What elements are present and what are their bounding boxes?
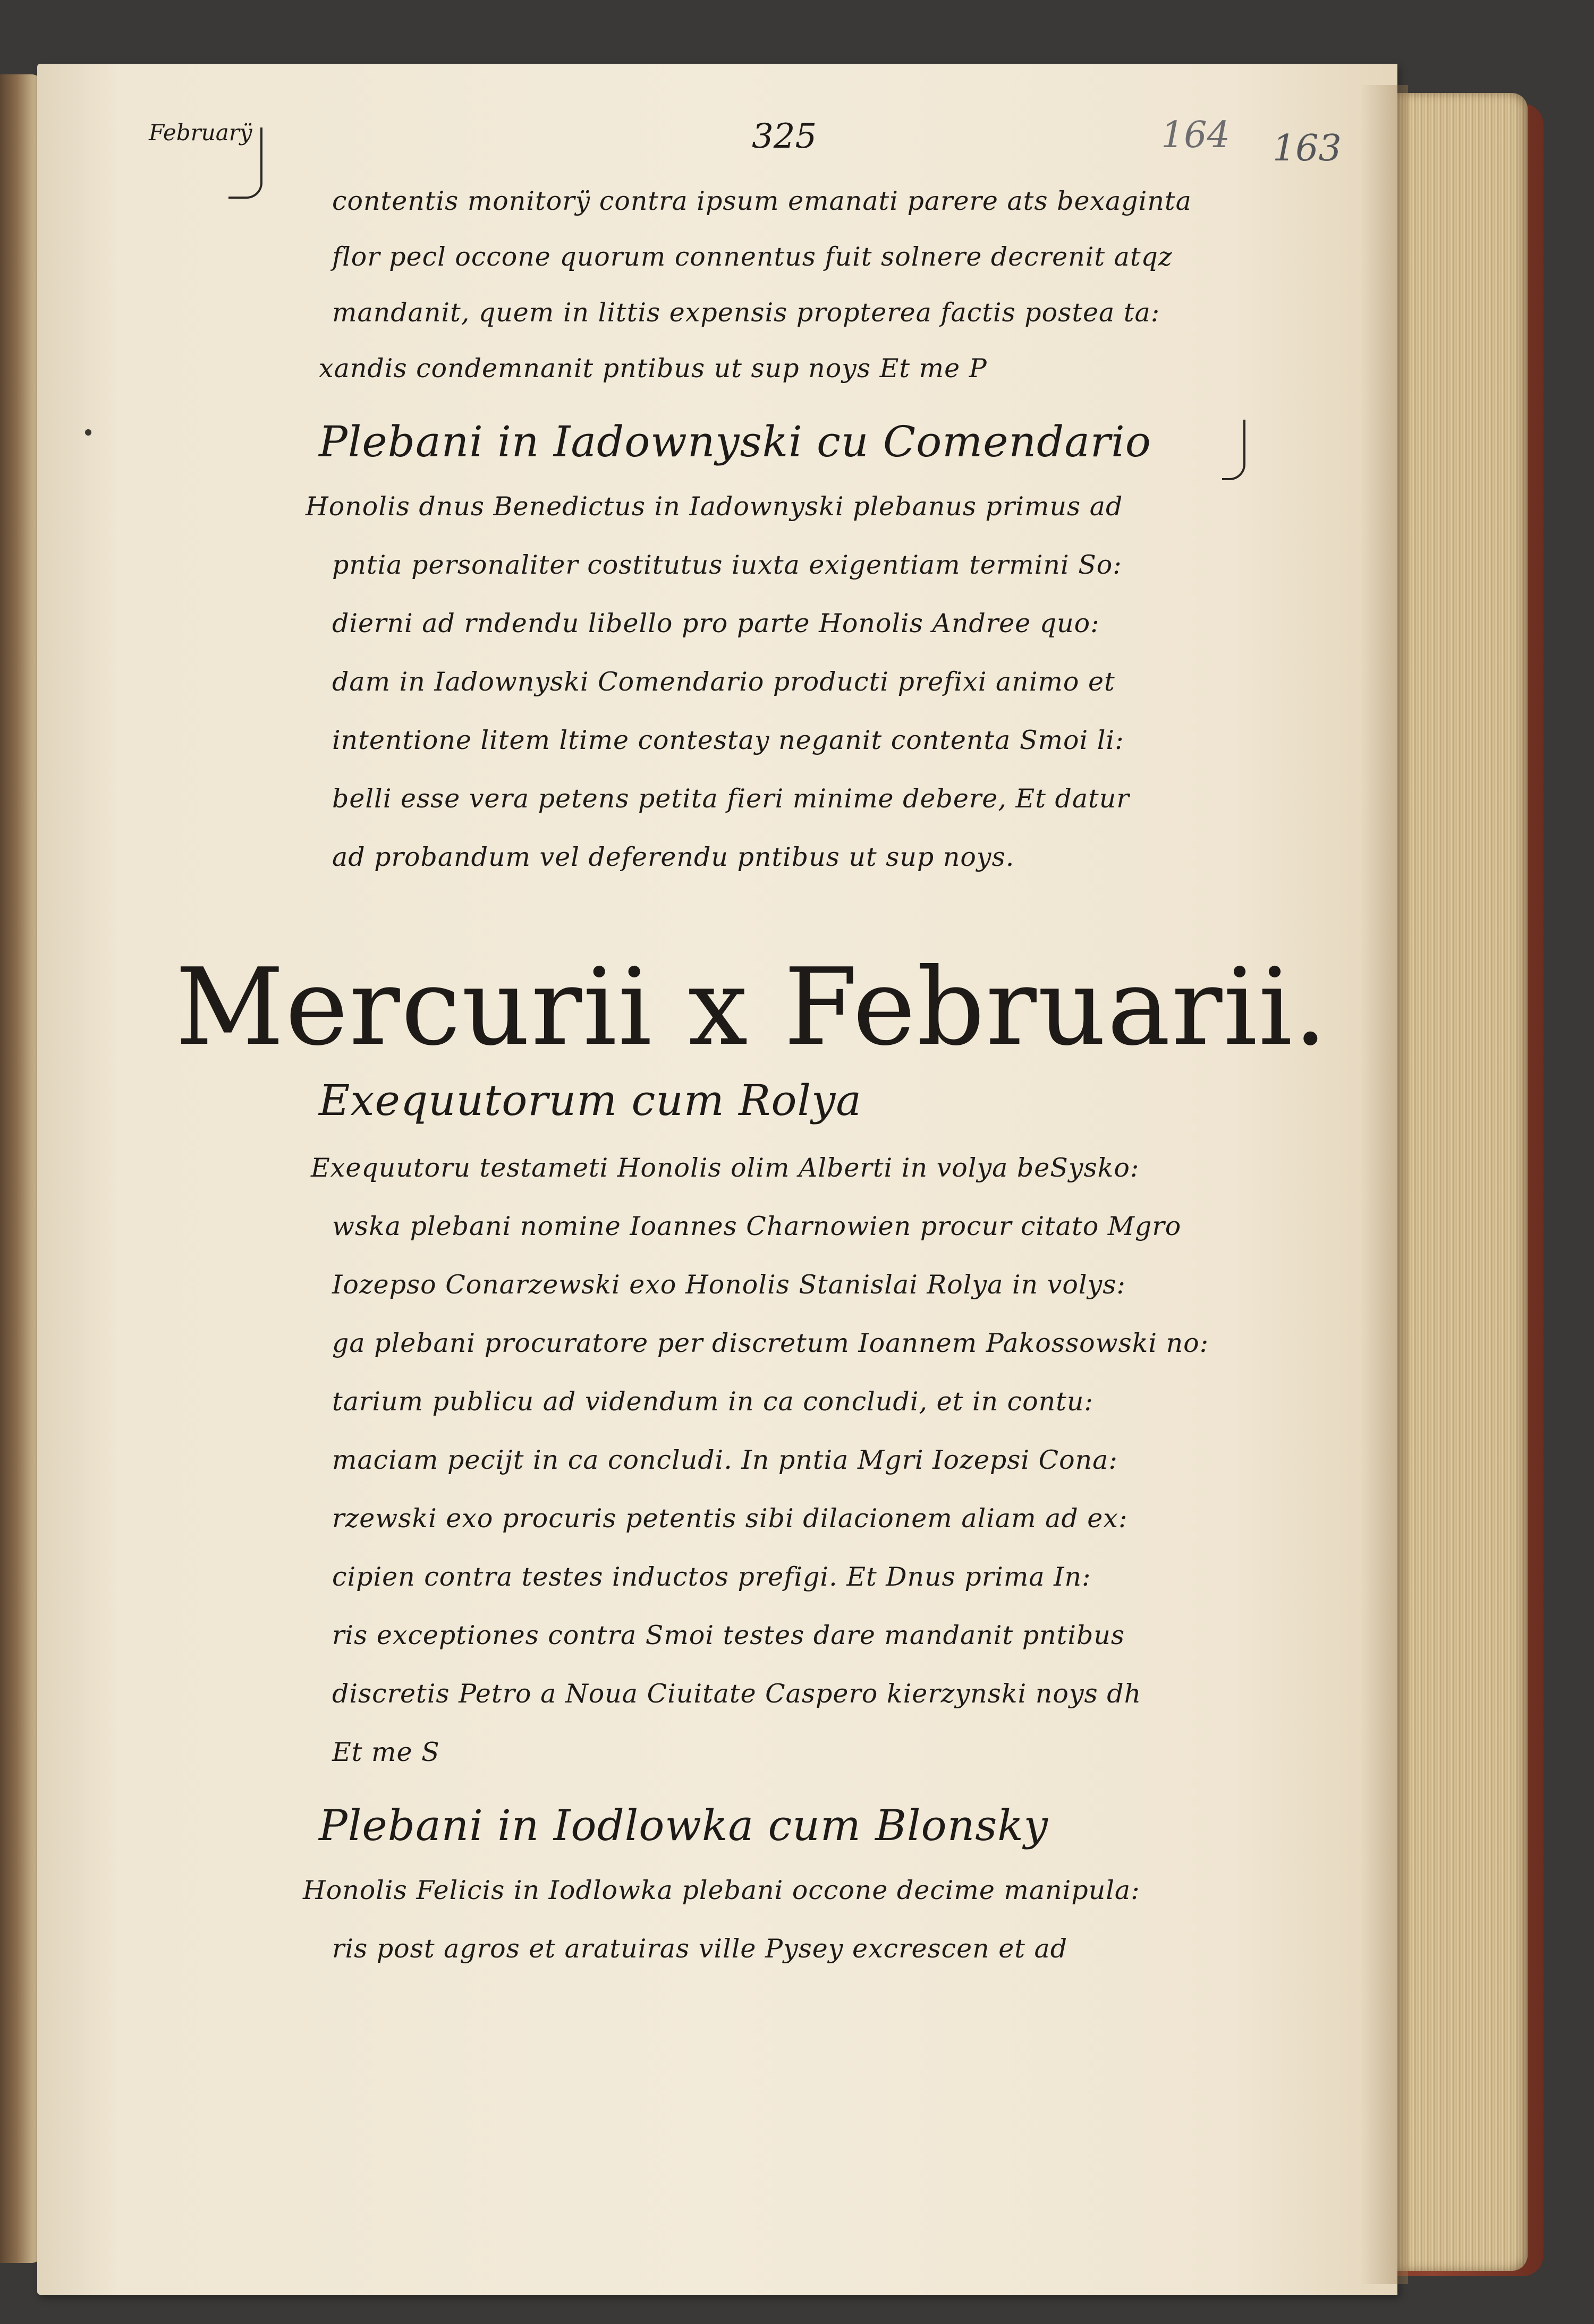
text-line: flor pecl occone quorum connentus fuit solnere decrenit atqz bbox=[332, 242, 1173, 272]
text-line: xandis condemnanit pntibus ut sup noys Et me P bbox=[319, 353, 987, 384]
text-line: Et me S bbox=[332, 1737, 440, 1767]
text-line: mandanit, quem in littis expensis propterea factis postea ta: bbox=[332, 297, 1160, 328]
left-page-edge bbox=[0, 74, 41, 2263]
section-heading: Exequutorum cum Rolya bbox=[319, 1076, 862, 1125]
section-heading: Plebani in Iodlowka cum Blonsky bbox=[319, 1801, 1048, 1850]
text-line: tarium publicu ad videndum in ca concludi, et in contu: bbox=[332, 1386, 1093, 1417]
date-heading: Mercurii x Februarii. bbox=[175, 946, 1329, 1069]
text-line: rzewski exo procuris petentis sibi dilacionem aliam ad ex: bbox=[332, 1503, 1128, 1534]
page-gutter-shadow bbox=[1360, 85, 1408, 2284]
folio-number: 325 bbox=[752, 117, 817, 156]
text-line: ris post agros et aratuiras ville Pysey excrescen et ad bbox=[332, 1934, 1068, 1964]
text-line: ris exceptiones contra Smoi testes dare mandanit pntibus bbox=[332, 1620, 1125, 1650]
text-line: pntia personaliter costitutus iuxta exigentiam termini So: bbox=[332, 550, 1122, 580]
text-line: ga plebani procuratore per discretum Ioannem Pakossowski no: bbox=[332, 1328, 1209, 1358]
text-line: contentis monitorÿ contra ipsum emanati parere ats bexaginta bbox=[332, 186, 1192, 216]
ink-dot bbox=[85, 429, 91, 436]
text-line: cipien contra testes inductos prefigi. Et Dnus prima In: bbox=[332, 1562, 1091, 1592]
text-line: belli esse vera petens petita fieri minime debere, Et datur bbox=[332, 784, 1130, 814]
text-line: Iozepso Conarzewski exo Honolis Stanislai Rolya in volys: bbox=[332, 1270, 1126, 1300]
text-line: ad probandum vel deferendu pntibus ut sup noys. bbox=[332, 842, 1015, 872]
section-heading: Plebani in Iadownyski cu Comendario bbox=[319, 417, 1151, 466]
text-line: Honolis Felicis in Iodlowka plebani occone decime manipula: bbox=[303, 1875, 1140, 1905]
text-line: intentione litem ltime contestay neganit contenta Smoi li: bbox=[332, 725, 1124, 755]
text-line: Exequutoru testameti Honolis olim Alberti in volya beSysko: bbox=[311, 1153, 1140, 1183]
margin-note: Februarÿ bbox=[149, 120, 252, 146]
text-line: dierni ad rndendu libello pro parte Honolis Andree quo: bbox=[332, 608, 1100, 639]
heading-brace bbox=[1222, 420, 1245, 480]
pencil-folio-a: 164 bbox=[1161, 114, 1230, 156]
text-line: discretis Petro a Noua Ciuitate Caspero kierzynski noys dh bbox=[332, 1679, 1142, 1709]
pencil-folio-b: 163 bbox=[1273, 127, 1342, 169]
text-line: dam in Iadownyski Comendario producti prefixi animo et bbox=[332, 667, 1115, 697]
text-line: wska plebani nomine Ioannes Charnowien procur citato Mgro bbox=[332, 1211, 1182, 1241]
text-line: Honolis dnus Benedictus in Iadownyski plebanus primus ad bbox=[306, 491, 1123, 522]
text-line: maciam pecijt in ca concludi. In pntia Mgri Iozepsi Cona: bbox=[332, 1445, 1118, 1475]
page-fore-edge bbox=[1397, 93, 1528, 2271]
